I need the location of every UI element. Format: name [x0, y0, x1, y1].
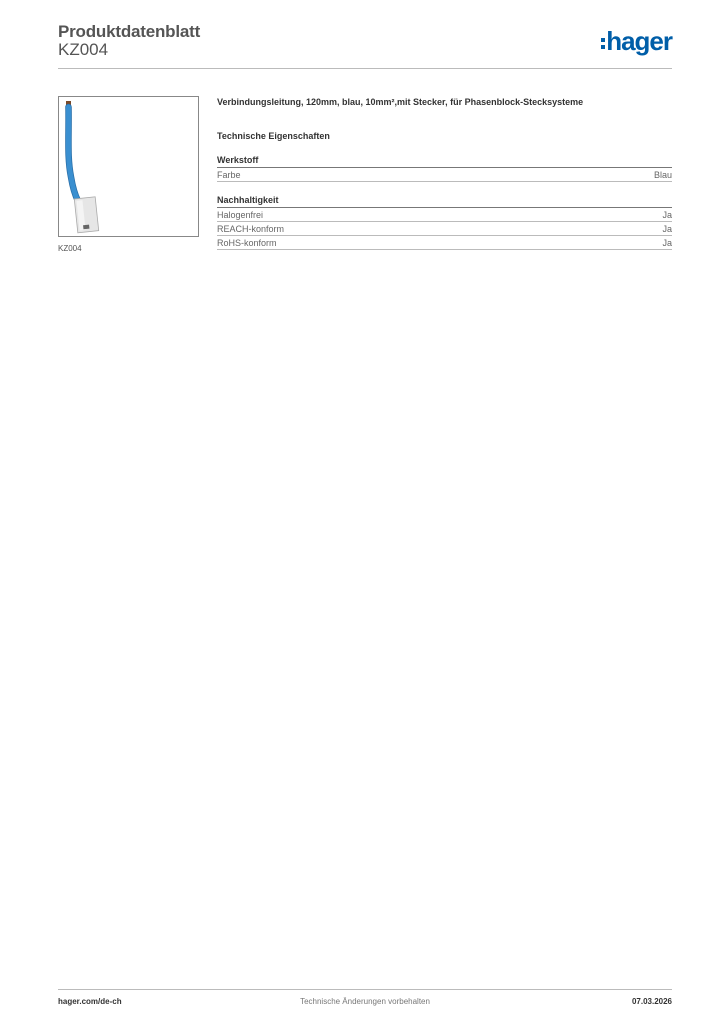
header-divider	[58, 68, 672, 69]
spec-value: Ja	[662, 210, 672, 220]
spec-row	[217, 236, 672, 250]
image-caption: KZ004	[58, 244, 82, 253]
footer-notice: Technische Änderungen vorbehalten	[300, 997, 430, 1006]
spec-group-title: Werkstoff	[217, 154, 672, 168]
spec-value: Ja	[662, 238, 672, 248]
footer-website-link[interactable]: hager.com/de-ch	[58, 997, 122, 1006]
spec-label: Halogenfrei	[217, 210, 264, 220]
cable-illustration	[59, 97, 198, 236]
hager-logo	[601, 28, 672, 54]
spec-row	[217, 168, 672, 182]
product-image	[58, 96, 199, 237]
product-description: Verbindungsleitung, 120mm, blau, 10mm²,mit Stecker, für Phasenblock-Stecksysteme	[217, 97, 584, 107]
spec-row	[217, 208, 672, 222]
connector-plug	[74, 197, 98, 233]
document-footer	[58, 997, 672, 1011]
logo-dots-icon	[601, 38, 605, 49]
document-header	[58, 20, 672, 70]
spec-label: Farbe	[217, 170, 241, 180]
spec-value: Blau	[653, 170, 672, 180]
spec-label: RoHS-konform	[217, 238, 277, 248]
footer-date: 07.03.2026	[631, 997, 672, 1006]
product-content	[217, 96, 672, 250]
spec-group-title: Nachhaltigkeit	[217, 194, 672, 208]
spec-group-nachhaltigkeit	[217, 194, 672, 250]
spec-label: REACH-konform	[217, 224, 285, 234]
spec-value: Ja	[662, 224, 672, 234]
logo-text: hager	[606, 26, 672, 56]
footer-divider	[58, 989, 672, 990]
product-code: KZ004	[58, 40, 109, 59]
section-title: Technische Eigenschaften	[217, 131, 330, 141]
spec-group-werkstoff	[217, 154, 672, 182]
spec-row	[217, 222, 672, 236]
page-title: Produktdatenblatt	[58, 22, 201, 41]
